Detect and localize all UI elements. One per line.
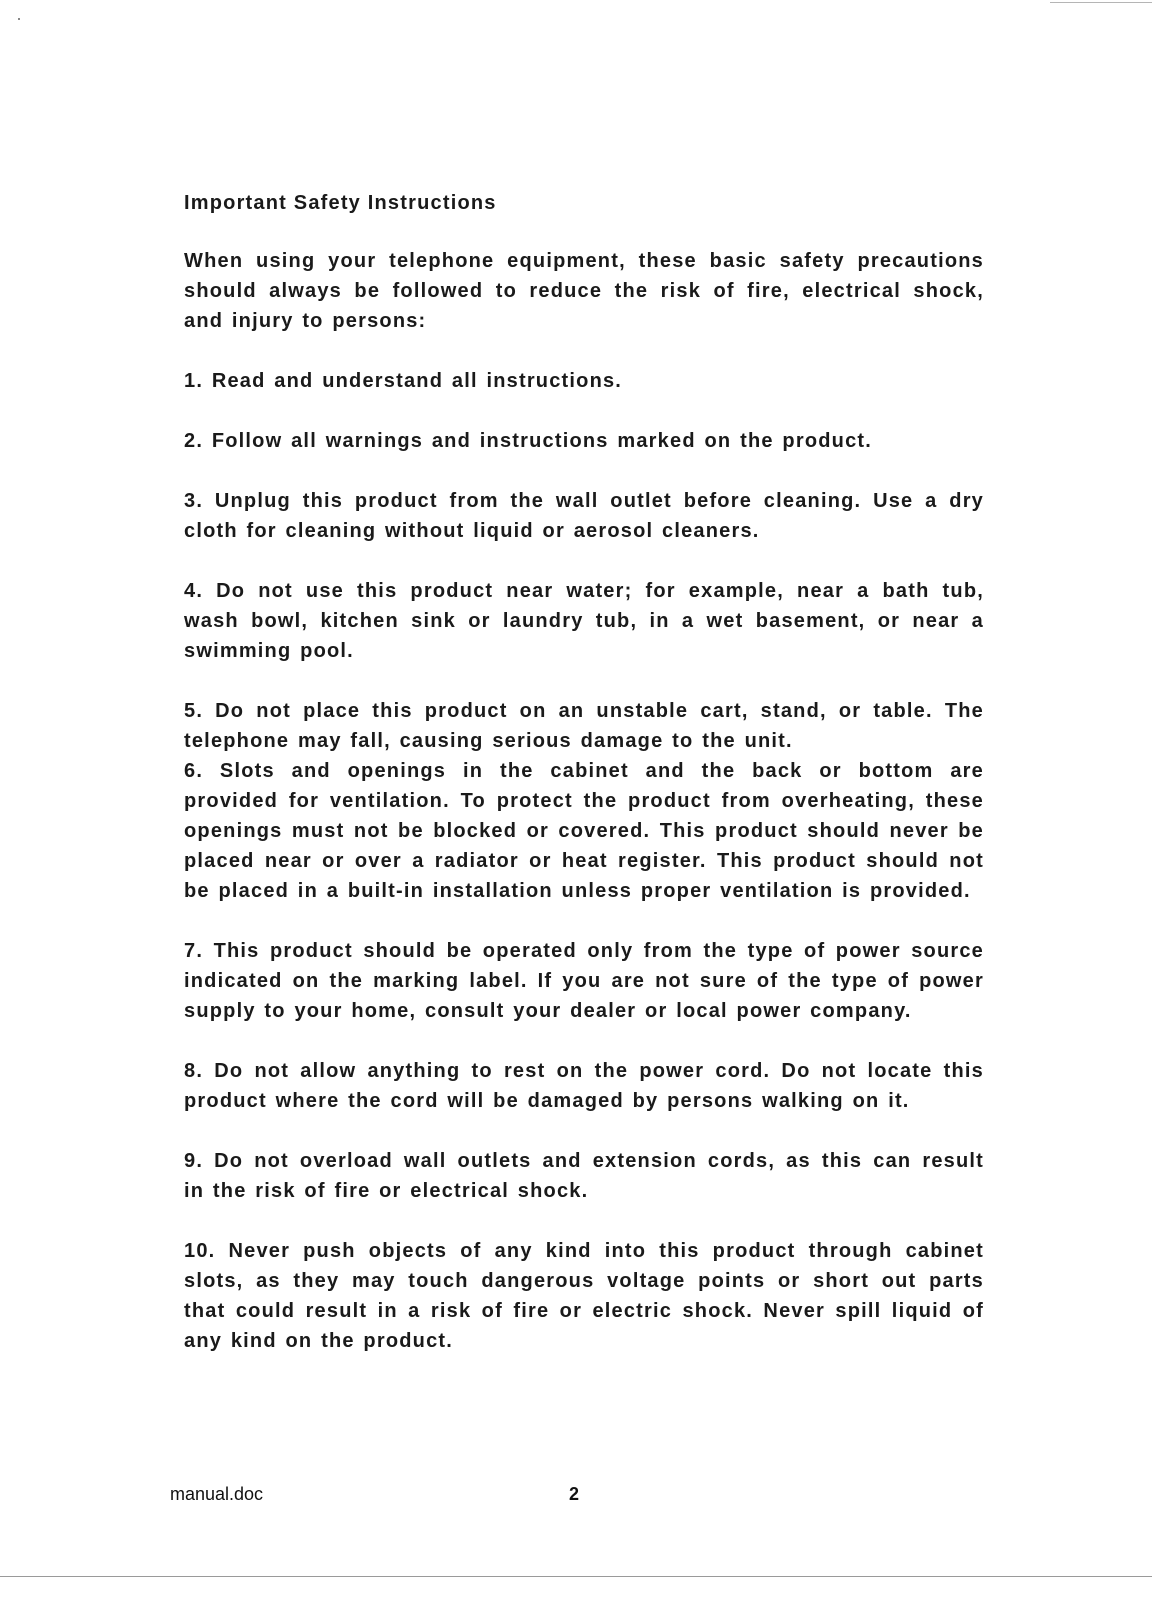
instruction-8: 8. Do not allow anything to rest on the power cord. Do not locate this product where the cord will be damaged by persons walking on it. — [184, 1060, 984, 1112]
scan-artifact-dot — [18, 18, 20, 20]
instruction-9: 9. Do not overload wall outlets and extension cords, as this can result in the risk of fire or electrical shock. — [184, 1150, 984, 1202]
instruction-5: 5. Do not place this product on an unstable cart, stand, or table. The telephone may fall, causing serious damage to the unit. — [184, 700, 984, 752]
instruction-6: 6. Slots and openings in the cabinet and the back or bottom are provided for ventilation. To protect the product from overheating, these openings must not be blocked or covered. This product should never be placed near or over a radiator or heat register. This product should not be placed in a built-in installation unless proper ventilation is provided. — [184, 760, 984, 902]
instruction-2: 2. Follow all warnings and instructions marked on the product. — [184, 430, 873, 452]
instruction-10: 10. Never push objects of any kind into this product through cabinet slots, as they may touch dangerous voltage points or short out parts that could result in a risk of fire or electric shock. Never spill liquid of any kind on the product. — [184, 1240, 984, 1352]
instruction-4: 4. Do not use this product near water; for example, near a bath tub, wash bowl, kitchen sink or laundry tub, in a wet basement, or near a swimming pool. — [184, 580, 984, 662]
instruction-3: 3. Unplug this product from the wall outlet before cleaning. Use a dry cloth for cleaning without liquid or aerosol cleaners. — [184, 490, 984, 542]
instruction-1: 1. Read and understand all instructions. — [184, 370, 623, 392]
scan-artifact-bottom-line — [0, 1576, 1152, 1577]
footer-filename: manual.doc — [170, 1484, 264, 1504]
document-title: Important Safety Instructions — [184, 192, 497, 214]
scan-artifact-line — [1050, 2, 1152, 3]
intro-paragraph: When using your telephone equipment, these basic safety precautions should always be followed to reduce the risk of fire, electrical shock, and injury to persons: — [184, 250, 984, 332]
document-body — [184, 188, 984, 1386]
instruction-7: 7. This product should be operated only from the type of power source indicated on the marking label. If you are not sure of the type of power supply to your home, consult your dealer or local power company. — [184, 940, 984, 1022]
footer-page-number: 2 — [569, 1484, 580, 1504]
